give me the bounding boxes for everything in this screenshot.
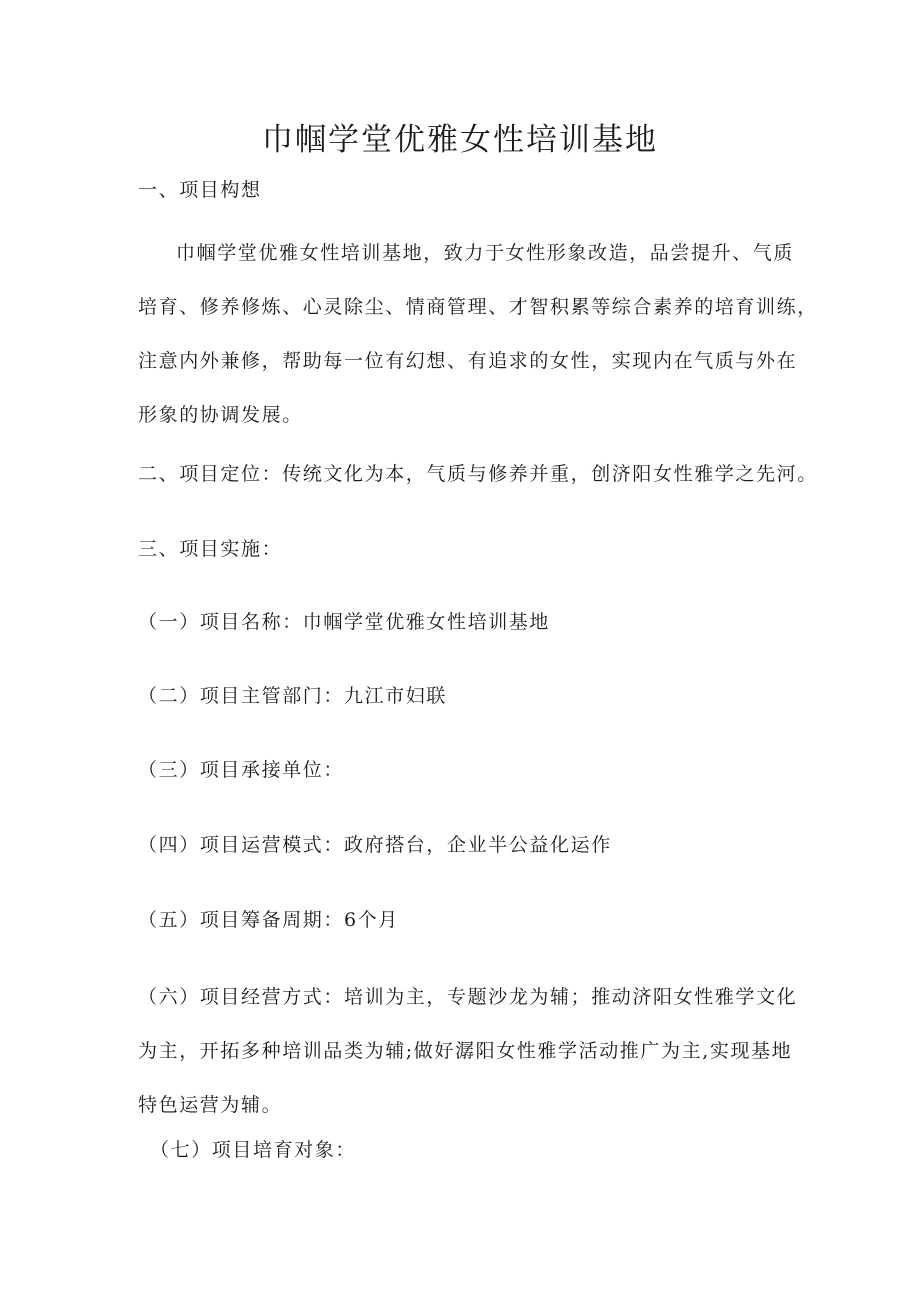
section-1-heading: 一、项目构想 (138, 179, 262, 201)
item-business-method (138, 970, 798, 1132)
paragraph-line: 注意内外兼修，帮助每一位有幻想、有追求的女性，实现内在气质与外在 (138, 350, 798, 372)
paragraph-line: 巾帼学堂优雅女性培训基地，致力于女性形象改造，品尝提升、气质 (176, 242, 795, 264)
paragraph-line: 形象的协调发展。 (138, 404, 303, 426)
section-2-positioning: 二、项目定位：传统文化为本，气质与修养并重，创济阳女性雅学之先河。 (138, 463, 818, 485)
item-operation-mode: （四）项目运营模式：政府搭台，企业半公益化运作 (138, 834, 612, 856)
item-undertaking-unit: （三）项目承接单位： (138, 759, 345, 781)
section-3-heading: 三、项目实施： (138, 538, 283, 560)
section-1-paragraph (138, 226, 818, 442)
item-supervising-department: （二）项目主管部门：九江市妇联 (138, 685, 448, 707)
paragraph-line: 为主，开拓多种培训品类为辅;做好潺阳女性雅学活动推广为主,实现基地 (138, 1040, 793, 1062)
item-training-targets: （七）项目培育对象： (150, 1139, 357, 1161)
item-preparation-period: （五）项目筹备周期：6个月 (138, 909, 399, 931)
paragraph-line: 培育、修养修炼、心灵除尘、情商管理、才智积累等综合素养的培育训练， (138, 296, 818, 318)
item-project-name: （一）项目名称：巾帼学堂优雅女性培训基地 (138, 611, 551, 633)
document-title: 巾帼学堂优雅女性培训基地 (262, 122, 658, 158)
paragraph-line: （六）项目经营方式：培训为主，专题沙龙为辅；推动济阳女性雅学文化 (138, 986, 798, 1008)
paragraph-line: 特色运营为辅。 (138, 1094, 283, 1116)
